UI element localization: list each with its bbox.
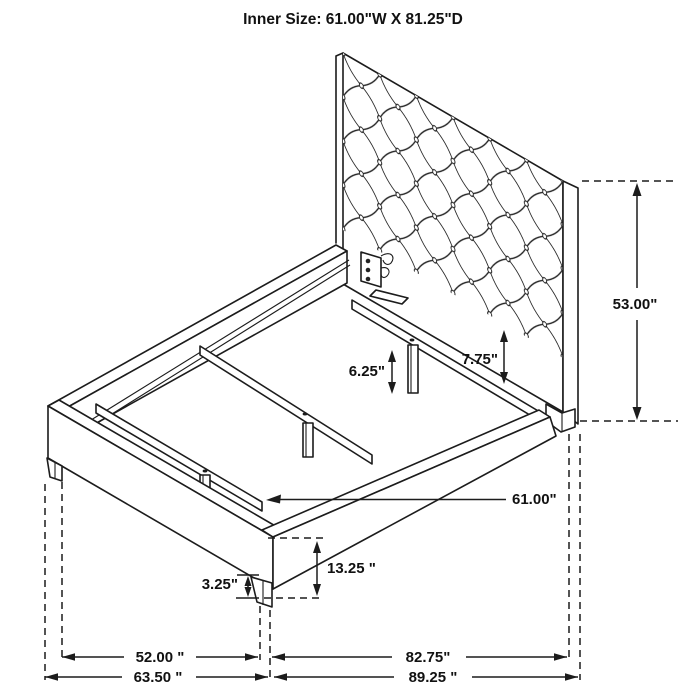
dimension-overall-depth [274, 669, 578, 686]
headboard-side-thickness [563, 181, 578, 424]
dimension-foot-height [202, 575, 259, 598]
dimension-rail-depth [272, 649, 567, 666]
middle-slat-screw [303, 413, 308, 416]
dimension-overall-width [45, 669, 268, 686]
dimension-slat-clearance [349, 350, 396, 394]
dim-label-foot-inset-width: 52.00 " [135, 649, 185, 666]
frame-rails [47, 400, 556, 607]
dim-label-rail-height: 13.25 " [327, 560, 376, 577]
middle-slat-leg [303, 423, 313, 457]
foot-slat-screw [203, 470, 208, 473]
dim-label-inner-width: 61.00" [512, 491, 557, 508]
dim-label-foot-height: 3.25" [201, 576, 238, 593]
bracket-plate [361, 252, 381, 287]
page-title: Inner Size: 61.00"W X 81.25"D [243, 11, 463, 28]
dim-label-slat-clearance: 6.25" [348, 363, 385, 380]
head-slat-screw [410, 339, 415, 342]
bracket-hole [366, 259, 371, 264]
dimension-foot-inset-width [62, 649, 258, 666]
headboard-back-edge [336, 53, 343, 243]
head-slat-leg [408, 345, 418, 393]
dim-label-overall-depth: 89.25 " [408, 669, 458, 686]
dim-label-rail-depth: 82.75" [405, 649, 451, 666]
dim-label-headboard-gap: 7.75" [461, 351, 498, 368]
dim-label-headboard-height: 53.00" [612, 296, 658, 313]
dim-label-overall-width: 63.50 " [133, 669, 183, 686]
bracket-hole [366, 277, 371, 282]
front-foot [251, 577, 272, 607]
dimension-headboard-height [613, 183, 658, 420]
middle-slat [200, 346, 372, 464]
left-rail-top-face [48, 245, 347, 412]
bracket-hole [366, 268, 371, 273]
